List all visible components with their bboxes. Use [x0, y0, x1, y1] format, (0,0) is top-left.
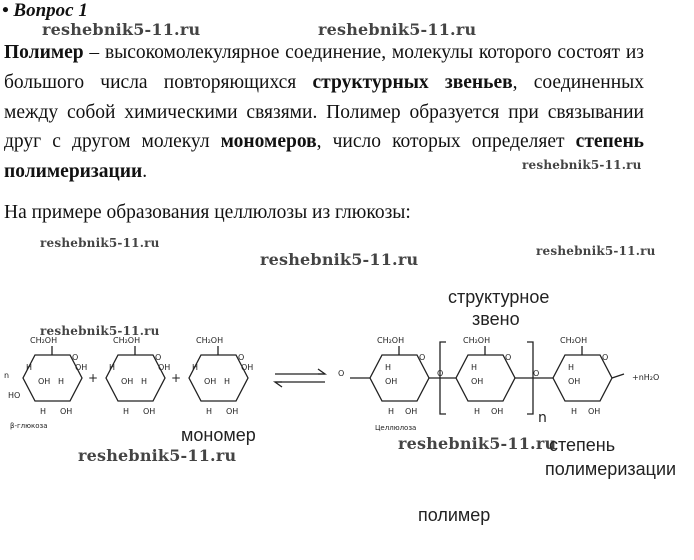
watermark: reshebnik5-11.ru	[40, 236, 160, 250]
ring-oxygen: O	[602, 353, 609, 362]
structural-unit-label: структурное	[448, 287, 550, 307]
cellulose-caption: Целлюлоза	[375, 424, 417, 432]
h-label: H	[26, 363, 33, 372]
ring-oxygen: O	[437, 369, 444, 378]
oh-label: OH	[471, 377, 484, 386]
glucose-caption: β-глюкоза	[10, 422, 48, 430]
oh-label: OH	[385, 377, 398, 386]
reaction-scheme	[0, 330, 694, 440]
oh-label: OH	[568, 377, 581, 386]
term-degree-of-polymerization: степень полимеризации	[4, 131, 644, 183]
oh-label: OH	[491, 407, 504, 416]
term-polymer: Полимер	[4, 42, 84, 63]
n-label: n	[4, 371, 10, 380]
term-monomers: мономеров	[220, 131, 317, 153]
h-label: H	[123, 407, 130, 416]
h-label: H	[141, 377, 148, 386]
oh-label: OH	[405, 407, 418, 416]
ring-oxygen: O	[72, 353, 79, 362]
watermark: reshebnik5-11.ru	[522, 158, 642, 172]
ring-oxygen: O	[505, 353, 512, 362]
polymer-label: полимер	[418, 505, 491, 525]
term-structural-units: структурных звеньев	[312, 71, 513, 93]
paragraph-text: , число которых определяет	[316, 131, 576, 153]
ch2oh-label: CH₂OH	[560, 336, 588, 345]
h-label: H	[224, 377, 231, 386]
watermark: reshebnik5-11.ru	[42, 20, 201, 39]
oh-label: OH	[226, 407, 239, 416]
paragraph-text: .	[142, 161, 148, 183]
oh-label: OH	[75, 363, 88, 372]
oh-label: OH	[204, 377, 217, 386]
chain-end-bond	[612, 374, 624, 378]
paragraph-text: – высокомолекулярное соединение, молекулы которого состоят из большого числа повторяющихся	[4, 42, 644, 93]
h-label: H	[192, 363, 199, 372]
h-label: H	[568, 363, 575, 372]
watermark: reshebnik5-11.ru	[78, 446, 237, 465]
equilibrium-arrow-head	[275, 382, 282, 387]
oh-label: OH	[38, 377, 51, 386]
ch2oh-label: CH₂OH	[196, 336, 224, 345]
h-label: H	[206, 407, 213, 416]
h-label: H	[388, 407, 395, 416]
ring-oxygen: O	[419, 353, 426, 362]
ho-label: HO	[8, 391, 21, 400]
watermark: reshebnik5-11.ru	[398, 434, 557, 453]
oh-label: OH	[121, 377, 134, 386]
oh-label: OH	[241, 363, 254, 372]
h-label: H	[474, 407, 481, 416]
watermark: reshebnik5-11.ru	[260, 250, 419, 269]
monomer-label: мономер	[181, 425, 256, 445]
h-label: H	[571, 407, 578, 416]
plus-sign: +	[88, 371, 99, 385]
plus-sign: +	[171, 371, 182, 385]
oh-label: OH	[60, 407, 73, 416]
watermark: reshebnik5-11.ru	[40, 324, 160, 338]
ring-oxygen: O	[533, 369, 540, 378]
ring-oxygen: O	[238, 353, 245, 362]
oh-label: OH	[143, 407, 156, 416]
oh-label: OH	[158, 363, 171, 372]
example-line: На примере образования целлюлозы из глюкозы:	[4, 202, 411, 223]
ring-oxygen: O	[338, 369, 345, 378]
watermark: reshebnik5-11.ru	[536, 244, 656, 258]
degree-label: степень	[549, 435, 616, 455]
watermark: reshebnik5-11.ru	[318, 20, 477, 39]
h-label: H	[471, 363, 478, 372]
ring-oxygen: O	[155, 353, 162, 362]
ch2oh-label: CH₂OH	[113, 336, 141, 345]
n-subscript: n	[538, 410, 547, 426]
h-label: H	[109, 363, 116, 372]
equilibrium-arrow-head	[318, 369, 325, 374]
degree-label: полимеризации	[545, 459, 677, 479]
h-label: H	[385, 363, 392, 372]
oh-label: OH	[588, 407, 601, 416]
structural-unit-label: звено	[472, 309, 520, 329]
ch2oh-label: CH₂OH	[463, 336, 491, 345]
h-label: H	[40, 407, 47, 416]
water-label: +nH₂O	[632, 373, 660, 382]
h-label: H	[58, 377, 65, 386]
ch2oh-label: CH₂OH	[377, 336, 405, 345]
question-heading: • Вопрос 1	[2, 0, 88, 21]
ch2oh-label: CH₂OH	[30, 336, 58, 345]
paragraph-text: , соединенных между собой химическими связями. Полимер образуется при связывании друг с другом молекул	[4, 71, 644, 153]
